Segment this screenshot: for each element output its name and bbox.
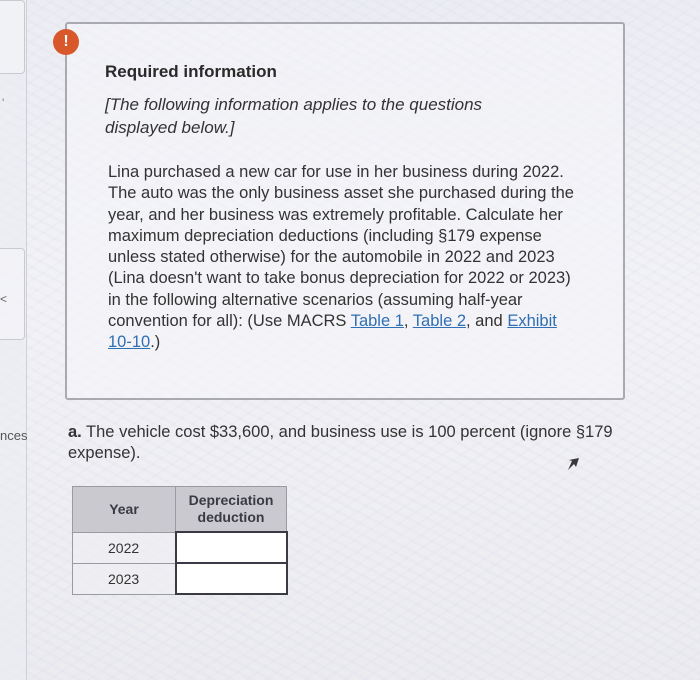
table-1-link[interactable]: Table 1: [350, 312, 404, 331]
col-header-depreciation-deduction: Depreciation deduction: [176, 487, 287, 533]
table-2-link[interactable]: Table 2: [412, 312, 467, 331]
question-a: [68, 422, 638, 464]
info-body-text: Lina purchased a new car for use in her business during 2022. The auto was the only business asset she purchased during the year, and her business was extremely profitable. Calculate her maximum depreciation deductions (including §179 expense unless stated otherwise) for the automobile in 2022 and 2023 (Lina doesn't want to take bonus depreciation for 2022 or 2023) in the following alternative scenarios (assuming half-year convention for all): (Use MACRS: [108, 163, 574, 331]
table-header-row: [73, 487, 287, 533]
table-row: [73, 563, 287, 594]
left-sidebar: [0, 0, 27, 680]
info-body: [108, 162, 578, 354]
deduction-input-2023[interactable]: [177, 566, 281, 592]
info-sep-1: ,: [403, 312, 413, 331]
info-end: .): [150, 333, 161, 352]
info-title: Required information: [105, 62, 277, 81]
info-note: [The following information applies to the questions displayed below.]: [105, 95, 483, 137]
alert-icon: !: [53, 29, 79, 55]
depreciation-table: [72, 486, 288, 595]
question-label: a.: [68, 423, 82, 441]
exhibit-10-10-link[interactable]: Exhibit 10-10: [108, 312, 557, 352]
year-cell: 2023: [73, 563, 176, 594]
question-text: The vehicle cost $33,600, and business use is 100 percent (ignore §179 expense).: [68, 423, 613, 462]
cursor-icon: [566, 457, 580, 471]
sidebar-edge-glyph: <: [0, 292, 8, 306]
info-sep-2: , and: [466, 312, 508, 331]
deduction-cell[interactable]: [176, 532, 287, 563]
sidebar-panel-top[interactable]: [0, 0, 25, 74]
deduction-cell[interactable]: [176, 563, 287, 594]
year-cell: 2022: [73, 532, 176, 563]
deduction-input-2022[interactable]: [177, 535, 281, 561]
sidebar-tick: ': [2, 96, 5, 110]
sidebar-partial-label[interactable]: nces: [0, 428, 28, 443]
table-row: [73, 532, 287, 563]
col-header-year: Year: [73, 487, 176, 533]
